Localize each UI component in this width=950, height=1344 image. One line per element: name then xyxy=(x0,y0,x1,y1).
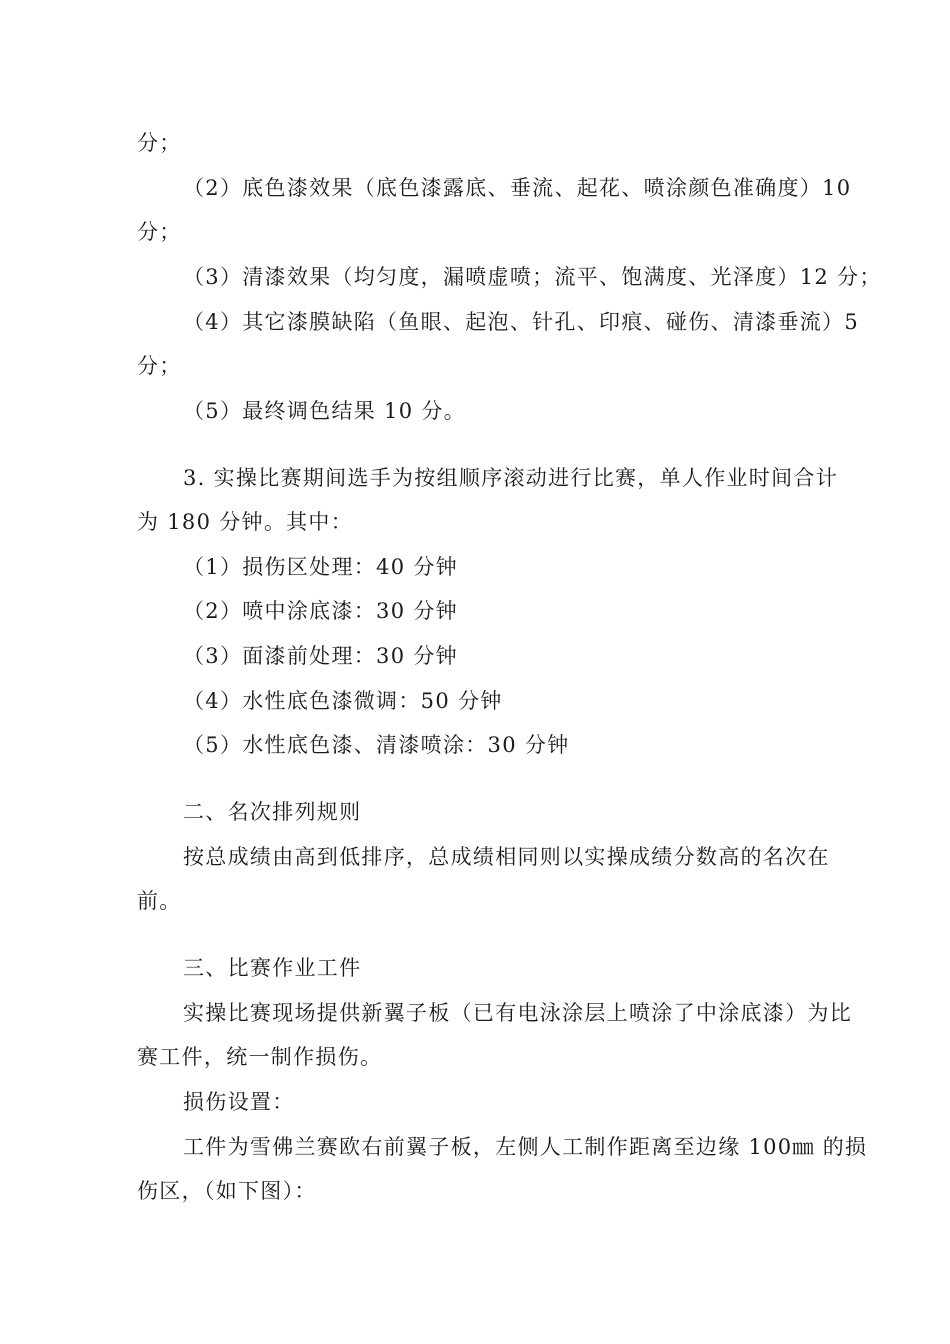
text-line-20: 赛工件，统一制作损伤。 xyxy=(137,1045,383,1069)
text-line-17: 前。 xyxy=(137,889,182,913)
text-line-6: 分； xyxy=(137,354,182,378)
text-line-12: （3）面漆前处理：30 分钟 xyxy=(183,644,458,668)
text-line-23: 伤区，（如下图）： xyxy=(137,1179,317,1203)
section-heading-ranking: 二、名次排列规则 xyxy=(183,800,362,824)
text-line-8: 3. 实操比赛期间选手为按组顺序滚动进行比赛，单人作业时间合计 xyxy=(183,466,839,490)
text-line-11: （2）喷中涂底漆：30 分钟 xyxy=(183,599,458,623)
text-line-9: 为 180 分钟。其中： xyxy=(137,510,354,534)
text-line-7: （5）最终调色结果 10 分。 xyxy=(183,399,466,423)
text-line-22: 工件为雪佛兰赛欧右前翼子板，左侧人工制作距离至边缘 100㎜ 的损 xyxy=(183,1135,868,1159)
text-line-1: 分； xyxy=(137,131,182,155)
text-line-10: （1）损伤区处理：40 分钟 xyxy=(183,555,458,579)
text-line-4: （3）清漆效果（均匀度，漏喷虚喷；流平、饱满度、光泽度）12 分； xyxy=(183,265,882,289)
text-line-3: 分； xyxy=(137,220,182,244)
text-line-14: （5）水性底色漆、清漆喷涂：30 分钟 xyxy=(183,733,570,757)
text-line-21: 损伤设置： xyxy=(183,1090,295,1114)
text-line-19: 实操比赛现场提供新翼子板（已有电泳涂层上喷涂了中涂底漆）为比 xyxy=(183,1001,852,1025)
text-line-5: （4）其它漆膜缺陷（鱼眼、起泡、针孔、印痕、碰伤、清漆垂流）5 xyxy=(183,310,860,334)
text-line-2: （2）底色漆效果（底色漆露底、垂流、起花、喷涂颜色准确度）10 xyxy=(183,176,852,200)
text-line-16: 按总成绩由高到低排序，总成绩相同则以实操成绩分数高的名次在 xyxy=(183,845,830,869)
text-line-13: （4）水性底色漆微调：50 分钟 xyxy=(183,689,503,713)
section-heading-workpiece: 三、比赛作业工件 xyxy=(183,956,362,980)
